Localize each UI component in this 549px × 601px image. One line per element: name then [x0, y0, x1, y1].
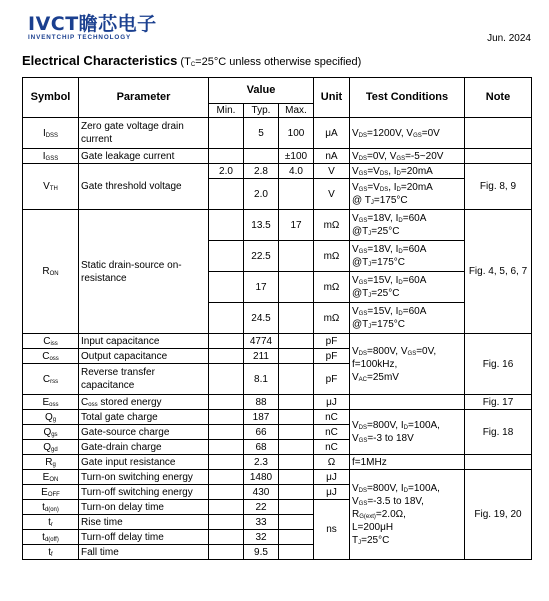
param-idss: Zero gate voltage drain current [79, 118, 209, 149]
typ-rg: 2.3 [244, 455, 279, 470]
param-ciss: Input capacitance [79, 334, 209, 349]
param-tf: Fall time [79, 545, 209, 560]
symbol-igss: $I_{GSS}$ [23, 149, 79, 164]
min-vth: 2.0 [209, 164, 244, 179]
typ-idss: 5 [244, 118, 279, 149]
unit-ciss: pF [314, 334, 350, 349]
note-vth: Fig. 8, 9 [465, 164, 532, 210]
param-qgs: Gate-source charge [79, 425, 209, 440]
max-idss: 100 [279, 118, 314, 149]
header-test-conditions: Test Conditions [350, 78, 465, 118]
tc-vth-2: $V_{GS}=V_{DS}$, $I_D=20mA$ @ $T_J=175^\circ C$ [350, 179, 465, 210]
tc-idss: $V_{DS}=1200V$, $V_{GS}=0V$ [350, 118, 465, 149]
title-condition: ($T_C=25^\circ C$ unless otherwise specified) [177, 56, 362, 68]
table-row [23, 455, 532, 470]
unit-ron-2: mΩ [314, 241, 350, 272]
typ-eon: 1480 [244, 470, 279, 485]
typ-ron-4: 24.5 [244, 303, 279, 334]
tc-capacitance: $V_{DS}=800V$, $V_{GS}=0V$, f=100kHz, $V_{AC}=25mV$ [350, 334, 465, 395]
unit-time: ns [314, 500, 350, 560]
max-vth: 4.0 [279, 164, 314, 179]
typ-ron-2: 22.5 [244, 241, 279, 272]
logo-text: IVCT瞻芯电子 [28, 13, 157, 35]
typ-tf: 9.5 [244, 545, 279, 560]
unit-qgs: nC [314, 425, 350, 440]
tc-charge: $V_{DS}=800V$, $I_D=100A$, $V_{GS}=-3$ to 18V [350, 410, 465, 455]
unit-coss: pF [314, 349, 350, 364]
max-ron-3 [279, 272, 314, 303]
table-row [23, 410, 532, 425]
unit-ron-4: mΩ [314, 303, 350, 334]
note-charge: Fig. 18 [465, 410, 532, 455]
table-row [23, 210, 532, 241]
symbol-tr: $t_r$ [23, 515, 79, 530]
table-row [23, 118, 532, 149]
max-ron-1: 17 [279, 210, 314, 241]
table-row [23, 149, 532, 164]
typ-qg: 187 [244, 410, 279, 425]
typ-ron-1: 13.5 [244, 210, 279, 241]
typ-vth-1: 2.8 [244, 164, 279, 179]
header-unit: Unit [314, 78, 350, 118]
tc-ron-4: $V_{GS}=15V$, $I_D=60A$ $@T_J=175^\circ C$ [350, 303, 465, 334]
typ-eoss: 88 [244, 395, 279, 410]
unit-rg: Ω [314, 455, 350, 470]
note-eoss: Fig. 17 [465, 395, 532, 410]
symbol-eon: $E_{ON}$ [23, 470, 79, 485]
param-crss: Reverse transfer capacitance [79, 364, 209, 395]
table-row [23, 395, 532, 410]
symbol-qg: $Q_g$ [23, 410, 79, 425]
typ-tdon: 22 [244, 500, 279, 515]
header-note: Note [465, 78, 532, 118]
symbol-ron: $R_{ON}$ [23, 210, 79, 334]
param-tr: Rise time [79, 515, 209, 530]
header-max: Max. [279, 104, 314, 118]
unit-igss: nA [314, 149, 350, 164]
company-logo [28, 14, 157, 41]
typ-tr: 33 [244, 515, 279, 530]
symbol-eoss: $E_{oss}$ [23, 395, 79, 410]
tc-ron-2: $V_{GS}=18V$, $I_D=60A$ $@T_J=175^\circ C$ [350, 241, 465, 272]
param-igss: Gate leakage current [79, 149, 209, 164]
param-tdoff: Turn-off delay time [79, 530, 209, 545]
unit-eon: μJ [314, 470, 350, 485]
electrical-characteristics-table [22, 77, 532, 560]
typ-ron-3: 17 [244, 272, 279, 303]
unit-idss: μA [314, 118, 350, 149]
unit-eoss: μJ [314, 395, 350, 410]
unit-ron-3: mΩ [314, 272, 350, 303]
header-value: Value [209, 78, 314, 104]
symbol-idss: $I_{DSS}$ [23, 118, 79, 149]
symbol-rg: $R_g$ [23, 455, 79, 470]
max-ron-2 [279, 241, 314, 272]
param-rg: Gate input resistance [79, 455, 209, 470]
typ-eoff: 430 [244, 485, 279, 500]
param-eoff: Turn-off switching energy [79, 485, 209, 500]
header-parameter: Parameter [79, 78, 209, 118]
symbol-crss: $C_{rss}$ [23, 364, 79, 395]
note-capacitance: Fig. 16 [465, 334, 532, 395]
document-date: Jun. 2024 [487, 33, 531, 44]
tc-ron-3: $V_{GS}=15V$, $I_D=60A$ $@T_J=25^\circ C$ [350, 272, 465, 303]
tc-switching: $V_{DS}=800V$, $I_D=100A$, $V_{GS}=-3.5$ to 18V, $R_{G(ext)}=2.0\Omega$, L=200μH $T_J=25^\circ C$ [350, 470, 465, 560]
tc-vth-1: $V_{GS}=V_{DS}$, $I_D=20mA$ [350, 164, 465, 179]
table-row [23, 334, 532, 349]
symbol-eoff: $E_{OFF}$ [23, 485, 79, 500]
max-igss: ±100 [279, 149, 314, 164]
param-vth: Gate threshold voltage [79, 164, 209, 210]
unit-ron-1: mΩ [314, 210, 350, 241]
table-row [23, 470, 532, 485]
symbol-qgs: $Q_{gs}$ [23, 425, 79, 440]
logo-subtext: INVENTCHIP TECHNOLOGY [28, 34, 132, 41]
symbol-tf: $t_f$ [23, 545, 79, 560]
max-ron-4 [279, 303, 314, 334]
typ-tdoff: 32 [244, 530, 279, 545]
unit-vth-2: V [314, 179, 350, 210]
note-ron: Fig. 4, 5, 6, 7 [465, 210, 532, 334]
tc-igss: $V_{DS}=0V$, $V_{GS}=-5\sim 20V$ [350, 149, 465, 164]
tc-rg: f=1MHz [350, 455, 465, 470]
unit-qg: nC [314, 410, 350, 425]
header-symbol: Symbol [23, 78, 79, 118]
param-coss: Output capacitance [79, 349, 209, 364]
symbol-coss: $C_{oss}$ [23, 349, 79, 364]
param-eoss: $C_{oss}$ stored energy [79, 395, 209, 410]
param-ron: Static drain-source on-resistance [79, 210, 209, 334]
section-title [22, 53, 361, 68]
tc-ron-1: $V_{GS}=18V$, $I_D=60A$ $@T_J=25^\circ C$ [350, 210, 465, 241]
param-eon: Turn-on switching energy [79, 470, 209, 485]
typ-coss: 211 [244, 349, 279, 364]
typ-crss: 8.1 [244, 364, 279, 395]
symbol-qgd: $Q_{gd}$ [23, 440, 79, 455]
param-qgd: Gate-drain charge [79, 440, 209, 455]
typ-ciss: 4774 [244, 334, 279, 349]
typ-qgd: 68 [244, 440, 279, 455]
header-typ: Typ. [244, 104, 279, 118]
symbol-tdon: $t_{d(on)}$ [23, 500, 79, 515]
typ-vth-2: 2.0 [244, 179, 279, 210]
symbol-tdoff: $t_{d(off)}$ [23, 530, 79, 545]
symbol-ciss: $C_{iss}$ [23, 334, 79, 349]
unit-crss: pF [314, 364, 350, 395]
param-qg: Total gate charge [79, 410, 209, 425]
header-min: Min. [209, 104, 244, 118]
note-switching: Fig. 19, 20 [465, 470, 532, 560]
title-main: Electrical Characteristics [22, 53, 178, 68]
unit-qgd: nC [314, 440, 350, 455]
unit-vth-1: V [314, 164, 350, 179]
param-tdon: Turn-on delay time [79, 500, 209, 515]
unit-eoff: μJ [314, 485, 350, 500]
symbol-vth: $V_{TH}$ [23, 164, 79, 210]
table-row [23, 164, 532, 179]
typ-qgs: 66 [244, 425, 279, 440]
